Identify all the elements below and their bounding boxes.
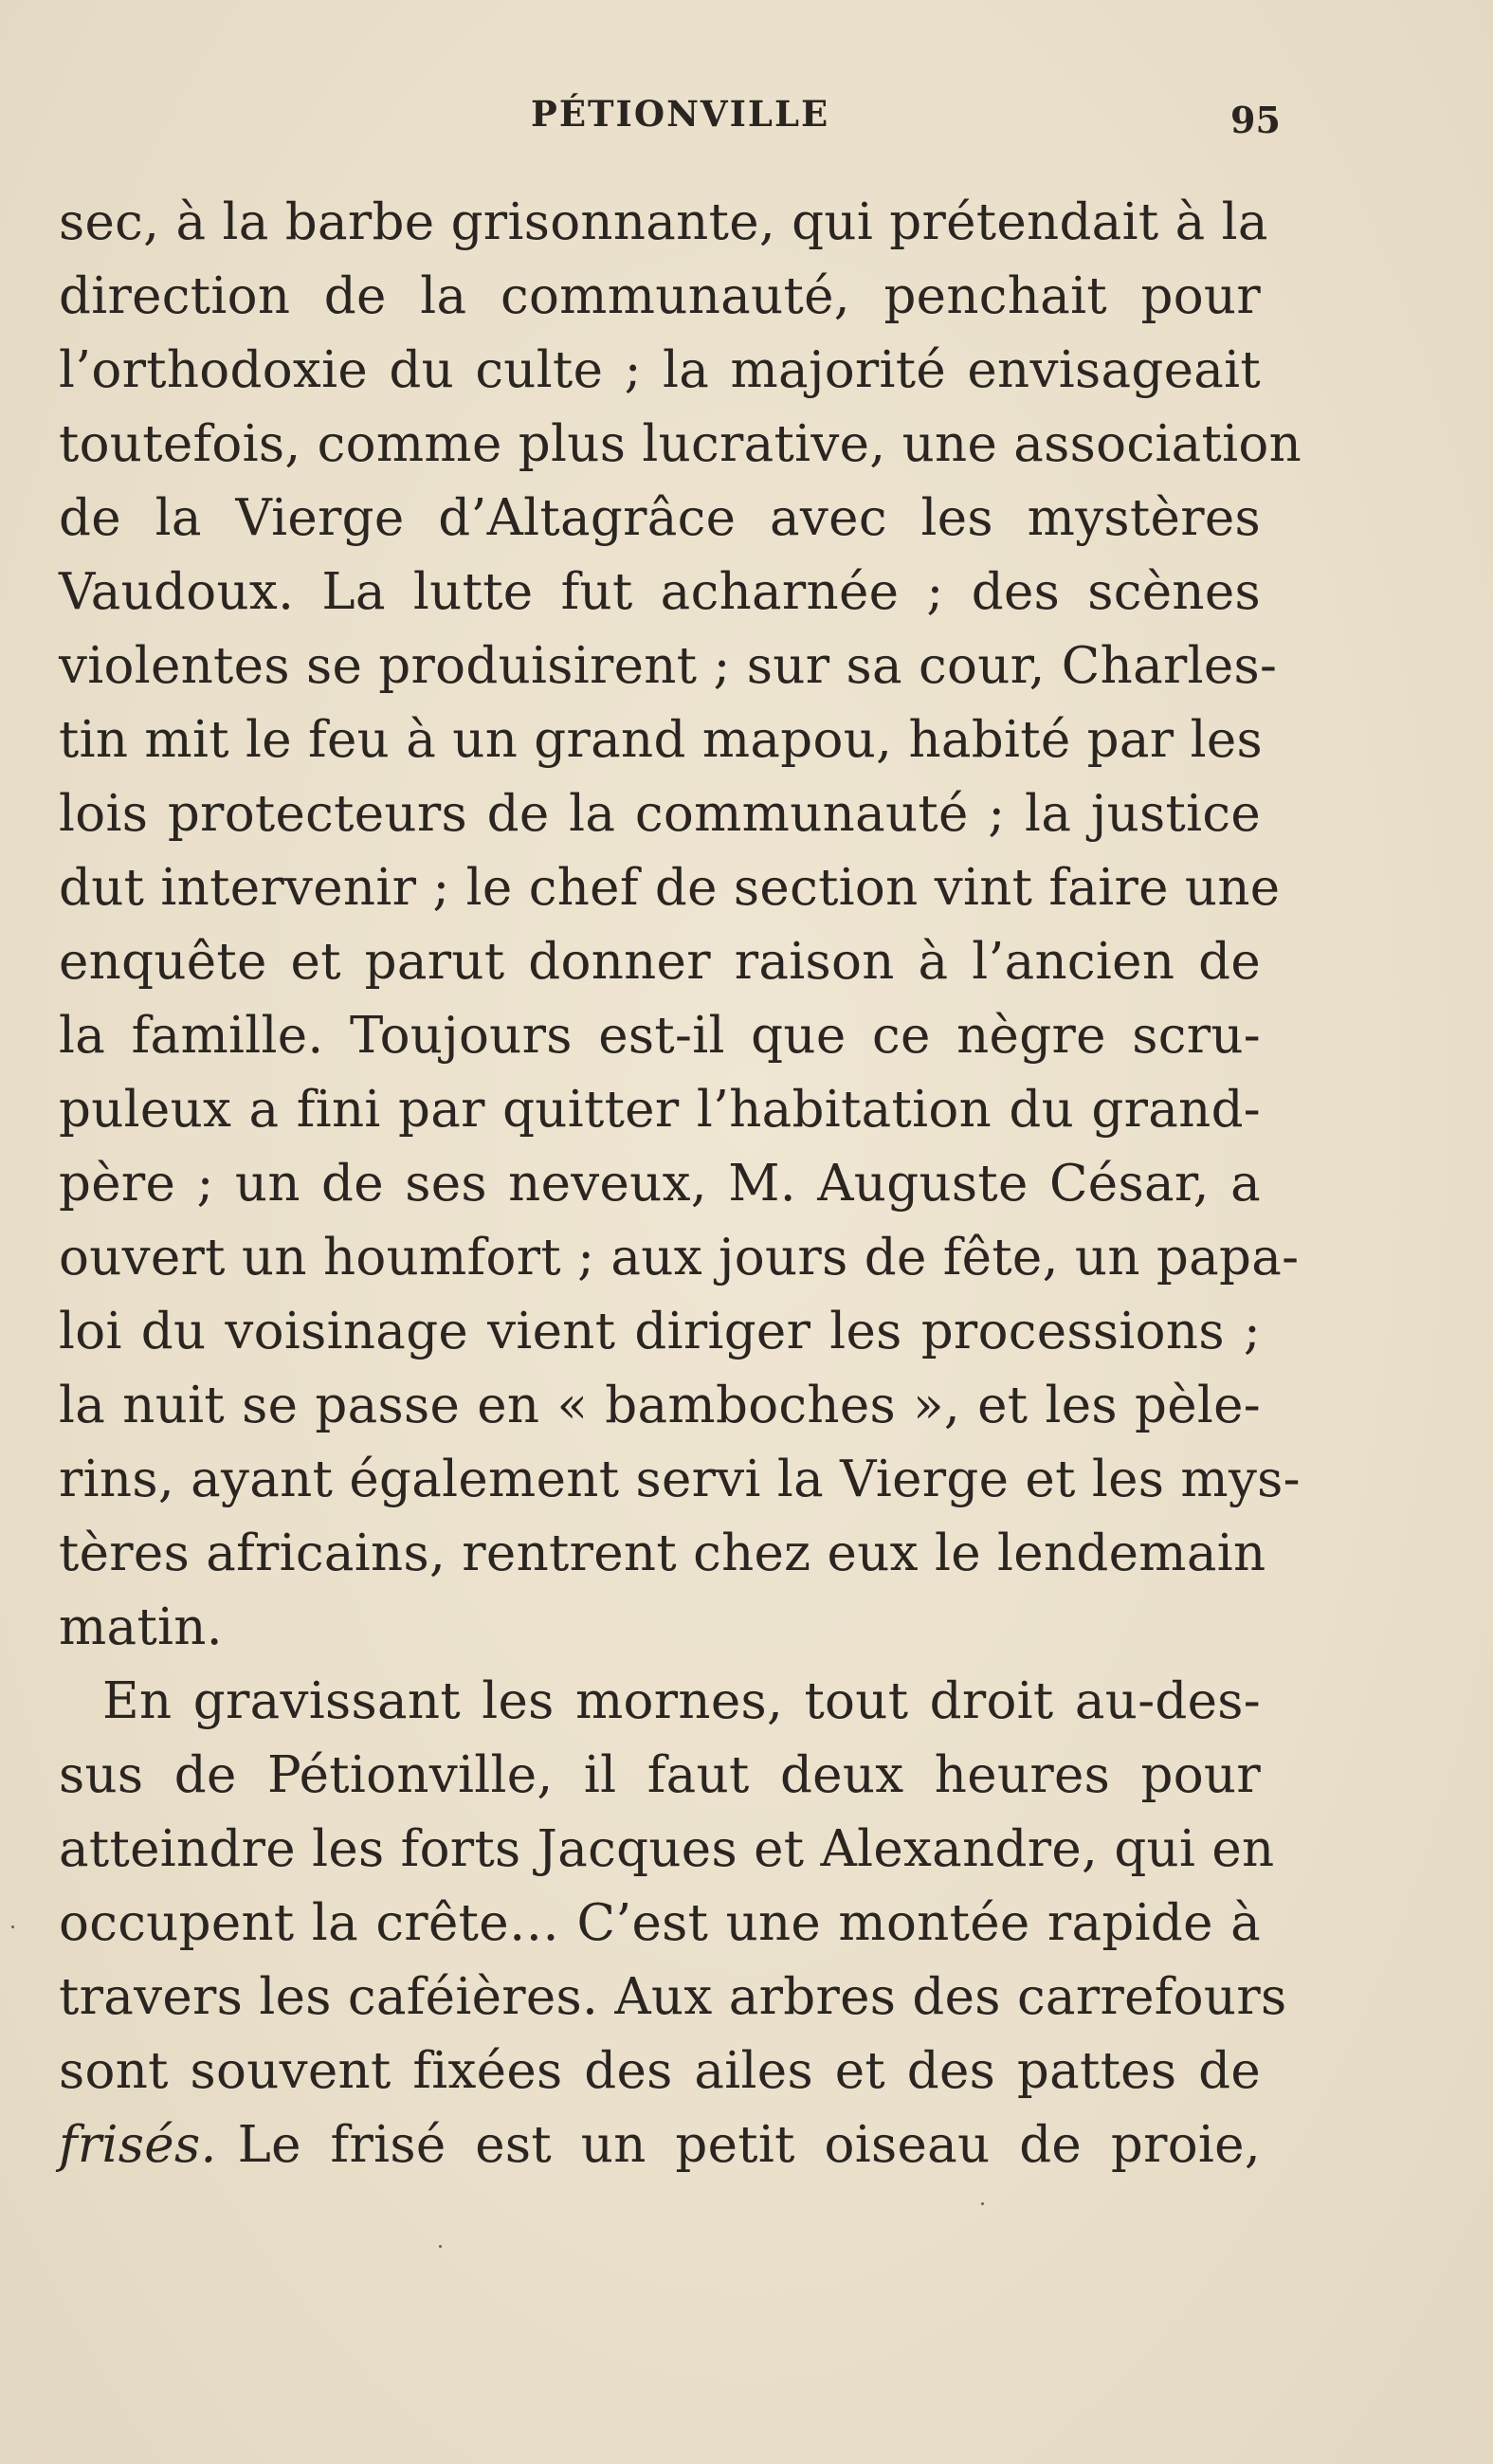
text-line: tin mit le feu à un grand mapou, habité par les xyxy=(59,711,1264,769)
text-line: l’orthodoxie du culte ; la majorité envisageait xyxy=(59,341,1261,399)
text-line-rest: Le frisé est un petit oiseau de proie, xyxy=(237,2116,1261,2174)
text-line: matin. xyxy=(59,1598,223,1656)
paper-speck xyxy=(439,2245,442,2248)
text-line: sus de Pétionville, il faut deux heures pour xyxy=(59,1746,1261,1804)
text-line: enquête et parut donner raison à l’ancien de xyxy=(59,933,1261,991)
text-line: la famille. Toujours est-il que ce nègre scru- xyxy=(59,1007,1261,1065)
text-line: dut intervenir ; le chef de section vint faire une xyxy=(59,859,1281,917)
text-line: la nuit se passe en « bamboches », et les pèle- xyxy=(59,1377,1261,1434)
text-line: père ; un de ses neveux, M. Auguste César, a xyxy=(59,1155,1261,1213)
text-line: sont souvent fixées des ailes et des pattes de xyxy=(59,2042,1261,2100)
text-line: puleux a fini par quitter l’habitation du grand- xyxy=(59,1081,1261,1139)
text-line: violentes se produisirent ; sur sa cour, Charles- xyxy=(59,637,1278,695)
text-line: atteindre les forts Jacques et Alexandre, qui en xyxy=(59,1820,1275,1878)
text-line: tères africains, rentrent chez eux le lendemain xyxy=(59,1524,1266,1582)
text-line: de la Vierge d’Altagrâce avec les mystères xyxy=(59,489,1261,547)
running-head-title: PÉTIONVILLE xyxy=(531,93,830,135)
text-line-last xyxy=(59,2108,1261,2182)
text-line: direction de la communauté, penchait pour xyxy=(59,267,1261,325)
text-line: ouvert un houmfort ; aux jours de fête, un papa- xyxy=(59,1229,1300,1287)
text-line: loi du voisinage vient diriger les processions ; xyxy=(59,1303,1261,1360)
text-line: rins, ayant également servi la Vierge et les mys- xyxy=(59,1451,1301,1508)
text-line: travers les caféières. Aux arbres des carrefours xyxy=(59,1968,1287,2026)
text-line: Vaudoux. La lutte fut acharnée ; des scènes xyxy=(59,563,1261,621)
text-line: toutefois, comme plus lucrative, une association xyxy=(59,415,1302,473)
paper-speck xyxy=(981,2202,984,2205)
text-line: lois protecteurs de la communauté ; la justice xyxy=(59,785,1261,843)
page-number: 95 xyxy=(1230,99,1281,141)
italic-word: frisés. xyxy=(59,2116,217,2174)
paragraph-first-line: En gravissant les mornes, tout droit au-des- xyxy=(102,1672,1261,1730)
text-line: sec, à la barbe grisonnante, qui prétendait à la xyxy=(59,193,1268,251)
text-line: occupent la crête… C’est une montée rapide à xyxy=(59,1894,1261,1952)
paper-speck xyxy=(11,1926,14,1928)
